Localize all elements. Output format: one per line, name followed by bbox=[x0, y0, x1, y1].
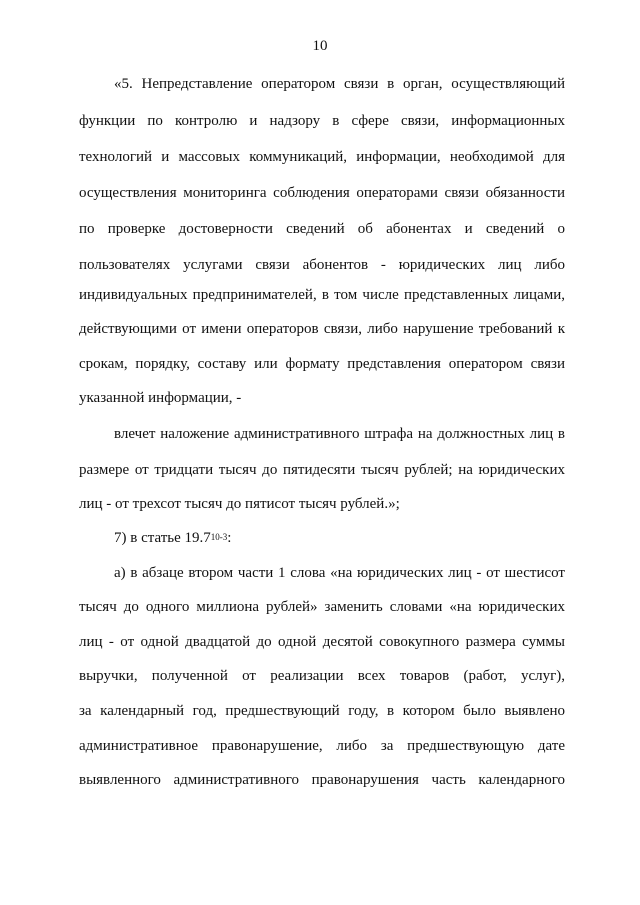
paragraph-5-line: осуществления мониторинга соблюдения операторами связи обязанности bbox=[79, 185, 565, 201]
paragraph-5-line: указанной информации, - bbox=[79, 390, 242, 406]
paragraph-5-line: функции по контролю и надзору в сфере связи, информационных bbox=[79, 113, 565, 129]
paragraph-5-line: срокам, порядку, составу или формату представления оператором связи bbox=[79, 356, 565, 372]
item-7-superscript: 10-3 bbox=[210, 532, 228, 542]
item-7-heading bbox=[114, 528, 565, 548]
paragraph-5-line: по проверке достоверности сведений об абонентах и сведений о bbox=[79, 221, 565, 237]
subitem-a-line: выявленного административного правонарушения часть календарного bbox=[79, 772, 565, 788]
subitem-a-line: за календарный год, предшествующий году, в котором было выявлено bbox=[79, 703, 565, 719]
item-7-suffix: : bbox=[227, 530, 232, 546]
item-7-prefix: 7) в статье 19.7 bbox=[114, 530, 211, 546]
page-number: 10 bbox=[312, 38, 328, 54]
paragraph-5-line: «5. Непредставление оператором связи в орган, осуществляющий bbox=[114, 76, 565, 92]
subitem-a-line: а) в абзаце втором части 1 слова «на юридических лиц - от шестисот bbox=[114, 565, 565, 581]
paragraph-5-line: индивидуальных предпринимателей, в том числе представленных лицами, bbox=[79, 287, 565, 303]
penalty-line: размере от тридцати тысяч до пятидесяти тысяч рублей; на юридических bbox=[79, 462, 565, 478]
paragraph-5-line: технологий и массовых коммуникаций, информации, необходимой для bbox=[79, 149, 565, 165]
subitem-a-line: административное правонарушение, либо за предшествующую дате bbox=[79, 738, 565, 754]
penalty-line: влечет наложение административного штрафа на должностных лиц в bbox=[114, 426, 565, 442]
subitem-a-line: выручки, полученной от реализации всех товаров (работ, услуг), bbox=[79, 668, 565, 684]
penalty-line: лиц - от трехсот тысяч до пятисот тысяч рублей.»; bbox=[79, 496, 400, 512]
subitem-a-line: тысяч до одного миллиона рублей» заменить словами «на юридических bbox=[79, 599, 565, 615]
paragraph-5-line: действующими от имени операторов связи, либо нарушение требований к bbox=[79, 321, 565, 337]
paragraph-5-line: пользователях услугами связи абонентов - юридических лиц либо bbox=[79, 257, 565, 273]
subitem-a-line: лиц - от одной двадцатой до одной десятой совокупного размера суммы bbox=[79, 634, 565, 650]
